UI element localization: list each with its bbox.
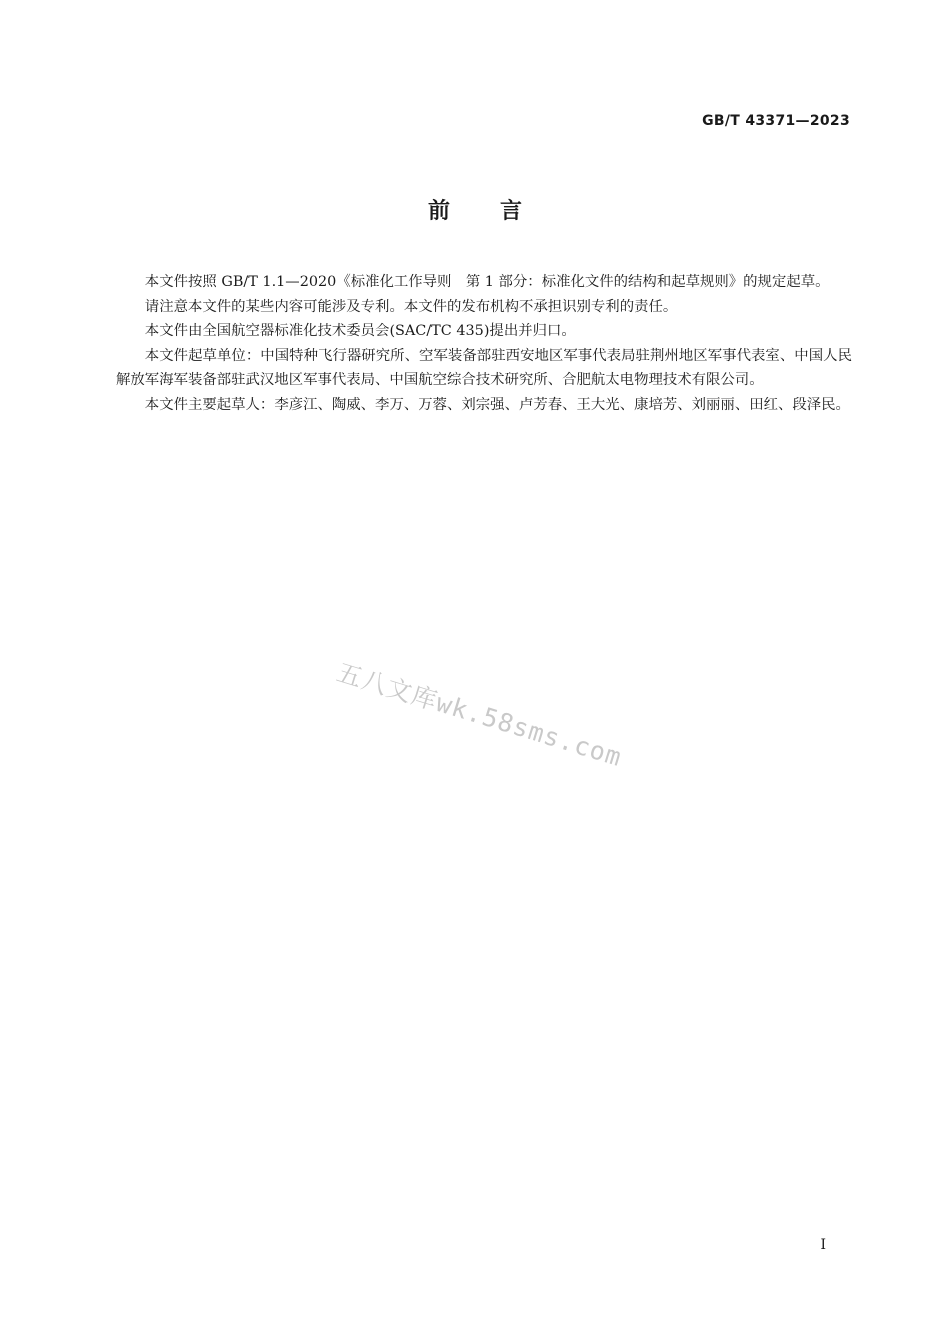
foreword-body bbox=[116, 270, 852, 417]
paragraph-proposer: 本文件由全国航空器标准化技术委员会(SAC/TC 435)提出并归口。 bbox=[144, 323, 576, 339]
paragraph-patent-notice: 请注意本文件的某些内容可能涉及专利。本文件的发布机构不承担识别专利的责任。 bbox=[144, 298, 678, 315]
paragraph-drafters: 本文件主要起草人：李彦江、陶威、李万、万蓉、刘宗强、卢芳春、王大光、康培芳、刘丽丽、田红、段泽民。 bbox=[144, 396, 850, 413]
watermark: 五八文库wk.58sms.com bbox=[333, 657, 626, 773]
page-number: I bbox=[820, 1237, 826, 1253]
paragraph-drafting-rules: 本文件按照 GB/T 1.1—2020《标准化工作导则 第 1 部分：标准化文件的结构和起草规则》的规定起草。 bbox=[144, 274, 830, 290]
standard-number: GB/T 43371—2023 bbox=[702, 113, 850, 129]
paragraph-drafting-units: 本文件起草单位：中国特种飞行器研究所、空军装备部驻西安地区军事代表局驻荆州地区军事代表室、中国人民解放军海军装备部驻武汉地区军事代表局、中国航空综合技术研究所、合肥航太电物理技术有限公司。 bbox=[116, 347, 852, 388]
page-title: 前言 bbox=[427, 199, 572, 224]
